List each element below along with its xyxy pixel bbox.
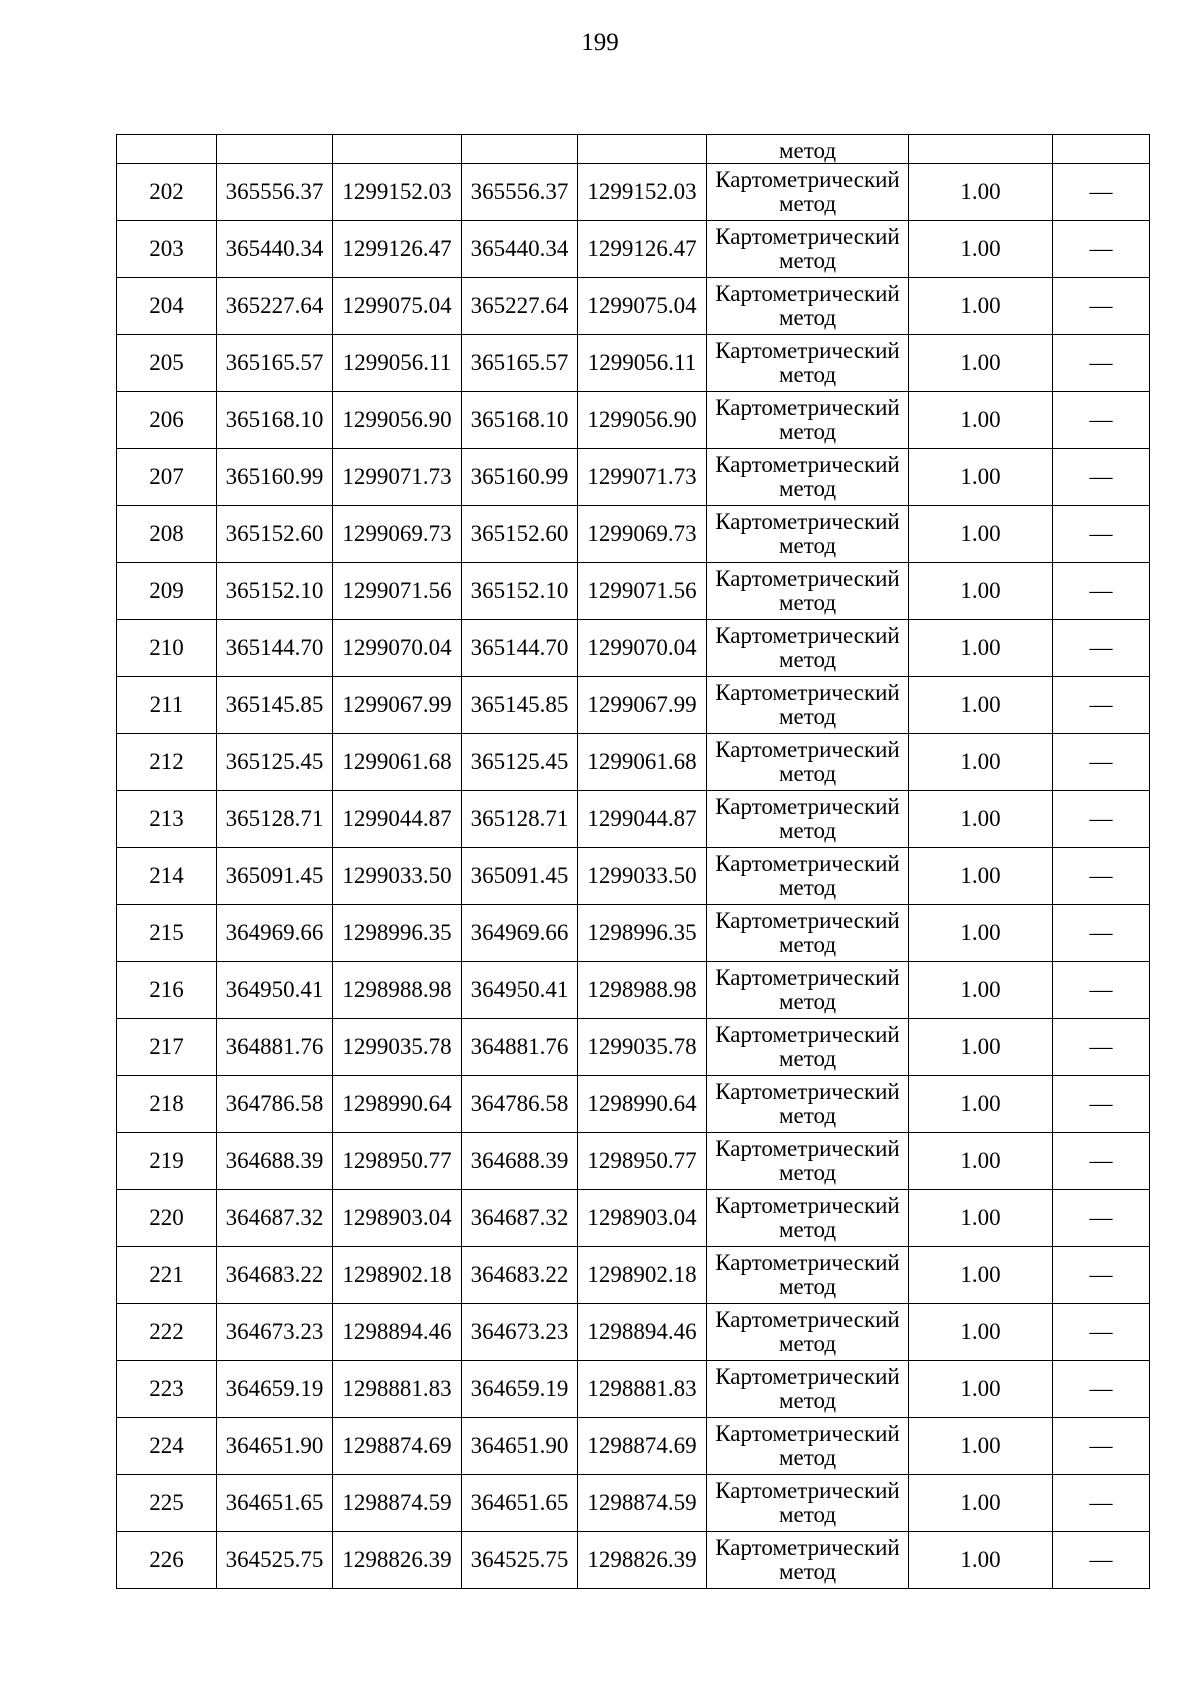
point-number-cell: 204 [117, 278, 217, 335]
y-existing-cell: 1299033.50 [333, 848, 462, 905]
method-cell [707, 734, 909, 791]
x-new-cell: 364673.23 [462, 1304, 578, 1361]
table-row [117, 1361, 1150, 1418]
y-new-cell: 1299071.73 [578, 449, 707, 506]
x-new-cell: 364969.66 [462, 905, 578, 962]
y-existing-cell: 1299152.03 [333, 164, 462, 221]
method-cell [707, 1475, 909, 1532]
method-cell [707, 1361, 909, 1418]
x-existing-cell: 364881.76 [217, 1019, 333, 1076]
x-new-cell: 364651.90 [462, 1418, 578, 1475]
y-existing-cell: 1298874.69 [333, 1418, 462, 1475]
method-label-line1: Картометрический [715, 965, 900, 990]
method-cell [707, 278, 909, 335]
x-existing-cell: 365145.85 [217, 677, 333, 734]
x-new-cell: 364687.32 [462, 1190, 578, 1247]
table-cell [578, 135, 707, 164]
y-new-cell: 1299056.90 [578, 392, 707, 449]
accuracy-cell: 1.00 [909, 1304, 1053, 1361]
method-label-line1: Картометрический [715, 1478, 900, 1503]
point-number-cell: 210 [117, 620, 217, 677]
point-number-cell: 221 [117, 1247, 217, 1304]
x-new-cell: 365125.45 [462, 734, 578, 791]
x-existing-cell: 365165.57 [217, 335, 333, 392]
x-new-cell: 365091.45 [462, 848, 578, 905]
note-cell: — [1053, 506, 1150, 563]
method-label-line1: Картометрический [715, 224, 900, 249]
table-row [117, 506, 1150, 563]
method-label-line2: метод [778, 1559, 837, 1584]
y-new-cell: 1298990.64 [578, 1076, 707, 1133]
accuracy-cell: 1.00 [909, 905, 1053, 962]
point-number-cell: 211 [117, 677, 217, 734]
accuracy-cell: 1.00 [909, 506, 1053, 563]
x-existing-cell: 364651.65 [217, 1475, 333, 1532]
y-new-cell: 1299056.11 [578, 335, 707, 392]
x-existing-cell: 364688.39 [217, 1133, 333, 1190]
note-cell: — [1053, 1076, 1150, 1133]
x-new-cell: 365440.34 [462, 221, 578, 278]
y-existing-cell: 1298894.46 [333, 1304, 462, 1361]
x-existing-cell: 365160.99 [217, 449, 333, 506]
table-row [117, 791, 1150, 848]
method-label-line2: метод [778, 1331, 837, 1356]
method-cell [707, 506, 909, 563]
method-label-line1: Картометрический [715, 1307, 900, 1332]
point-number-cell: 213 [117, 791, 217, 848]
point-number-cell: 226 [117, 1532, 217, 1589]
table-row [117, 563, 1150, 620]
note-cell: — [1053, 392, 1150, 449]
method-label-line2: метод [778, 1217, 837, 1242]
method-cell [707, 563, 909, 620]
note-cell: — [1053, 1190, 1150, 1247]
coordinates-table [116, 134, 1150, 1589]
table-cell [217, 135, 333, 164]
method-cell [707, 392, 909, 449]
note-cell: — [1053, 1133, 1150, 1190]
x-existing-cell: 365168.10 [217, 392, 333, 449]
method-cell [707, 791, 909, 848]
method-label-line2: метод [778, 818, 837, 843]
method-label-line1: Картометрический [715, 1136, 900, 1161]
x-existing-cell: 365152.10 [217, 563, 333, 620]
accuracy-cell: 1.00 [909, 791, 1053, 848]
point-number-cell: 222 [117, 1304, 217, 1361]
point-number-cell: 205 [117, 335, 217, 392]
table-cell [909, 135, 1053, 164]
y-new-cell: 1299061.68 [578, 734, 707, 791]
x-existing-cell: 364659.19 [217, 1361, 333, 1418]
y-existing-cell: 1299044.87 [333, 791, 462, 848]
method-label-line2: метод [778, 533, 837, 558]
point-number-cell: 216 [117, 962, 217, 1019]
y-new-cell: 1298894.46 [578, 1304, 707, 1361]
y-existing-cell: 1298874.59 [333, 1475, 462, 1532]
table-row [117, 962, 1150, 1019]
table-cell [117, 135, 217, 164]
method-label-line2: метод [778, 419, 837, 444]
accuracy-cell: 1.00 [909, 278, 1053, 335]
y-existing-cell: 1299067.99 [333, 677, 462, 734]
table-row [117, 1133, 1150, 1190]
x-new-cell: 364881.76 [462, 1019, 578, 1076]
x-existing-cell: 364651.90 [217, 1418, 333, 1475]
method-cell [707, 1247, 909, 1304]
accuracy-cell: 1.00 [909, 164, 1053, 221]
x-existing-cell: 364687.32 [217, 1190, 333, 1247]
note-cell: — [1053, 278, 1150, 335]
method-cell [707, 1019, 909, 1076]
y-new-cell: 1299075.04 [578, 278, 707, 335]
point-number-cell: 206 [117, 392, 217, 449]
method-label-line1: Картометрический [715, 1421, 900, 1446]
method-cell [707, 677, 909, 734]
x-new-cell: 364651.65 [462, 1475, 578, 1532]
table-cell [333, 135, 462, 164]
note-cell: — [1053, 962, 1150, 1019]
method-label-line1: Картометрический [715, 1193, 900, 1218]
note-cell: — [1053, 335, 1150, 392]
accuracy-cell: 1.00 [909, 1133, 1053, 1190]
method-label-line2: метод [778, 1046, 837, 1071]
table-row [117, 1190, 1150, 1247]
y-new-cell: 1298902.18 [578, 1247, 707, 1304]
method-label-line1: Картометрический [715, 1364, 900, 1389]
note-cell: — [1053, 563, 1150, 620]
note-cell: — [1053, 620, 1150, 677]
x-new-cell: 364950.41 [462, 962, 578, 1019]
method-label-line1: Картометрический [715, 338, 900, 363]
method-label-line2: метод [778, 362, 837, 387]
x-existing-cell: 364673.23 [217, 1304, 333, 1361]
note-cell: — [1053, 449, 1150, 506]
method-cell [707, 1076, 909, 1133]
x-new-cell: 364525.75 [462, 1532, 578, 1589]
accuracy-cell: 1.00 [909, 1361, 1053, 1418]
accuracy-cell: 1.00 [909, 563, 1053, 620]
table-cell [462, 135, 578, 164]
x-new-cell: 364683.22 [462, 1247, 578, 1304]
x-existing-cell: 365227.64 [217, 278, 333, 335]
method-label-line2: метод [778, 761, 837, 786]
method-label-line2: метод [778, 1445, 837, 1470]
method-label-line2: метод [778, 248, 837, 273]
accuracy-cell: 1.00 [909, 620, 1053, 677]
accuracy-cell: 1.00 [909, 392, 1053, 449]
y-new-cell: 1299035.78 [578, 1019, 707, 1076]
table-row [117, 392, 1150, 449]
method-label-line1: Картометрический [715, 395, 900, 420]
y-existing-cell: 1299126.47 [333, 221, 462, 278]
method-cell [707, 221, 909, 278]
method-label-line1: Картометрический [715, 1535, 900, 1560]
y-existing-cell: 1299070.04 [333, 620, 462, 677]
x-new-cell: 365556.37 [462, 164, 578, 221]
method-cell [707, 962, 909, 1019]
method-cell [707, 1532, 909, 1589]
method-label-line1: Картометрический [715, 908, 900, 933]
x-new-cell: 364659.19 [462, 1361, 578, 1418]
point-number-cell: 208 [117, 506, 217, 563]
x-new-cell: 365227.64 [462, 278, 578, 335]
table-row [117, 677, 1150, 734]
y-new-cell: 1298988.98 [578, 962, 707, 1019]
method-label-line2: метод [778, 875, 837, 900]
method-label-line2: метод [778, 989, 837, 1014]
point-number-cell: 209 [117, 563, 217, 620]
method-label-line2: метод [778, 476, 837, 501]
x-existing-cell: 364683.22 [217, 1247, 333, 1304]
method-label-line1: Картометрический [715, 794, 900, 819]
accuracy-cell: 1.00 [909, 1076, 1053, 1133]
x-existing-cell: 364950.41 [217, 962, 333, 1019]
point-number-cell: 223 [117, 1361, 217, 1418]
table-row [117, 335, 1150, 392]
note-cell: — [1053, 677, 1150, 734]
x-existing-cell: 365144.70 [217, 620, 333, 677]
method-label-line1: Картометрический [715, 623, 900, 648]
y-existing-cell: 1299071.56 [333, 563, 462, 620]
method-label-line2: метод [778, 1502, 837, 1527]
table-row [117, 1418, 1150, 1475]
y-new-cell: 1298826.39 [578, 1532, 707, 1589]
x-new-cell: 365145.85 [462, 677, 578, 734]
table-row [117, 449, 1150, 506]
continuation-row [117, 135, 1150, 164]
y-new-cell: 1299152.03 [578, 164, 707, 221]
point-number-cell: 217 [117, 1019, 217, 1076]
table-body [117, 135, 1150, 1589]
y-new-cell: 1299070.04 [578, 620, 707, 677]
y-existing-cell: 1298996.35 [333, 905, 462, 962]
accuracy-cell: 1.00 [909, 1019, 1053, 1076]
method-label-line1: Картометрический [715, 737, 900, 762]
point-number-cell: 220 [117, 1190, 217, 1247]
table-row [117, 1304, 1150, 1361]
y-new-cell: 1299069.73 [578, 506, 707, 563]
method-cell [707, 905, 909, 962]
note-cell: — [1053, 1532, 1150, 1589]
accuracy-cell: 1.00 [909, 962, 1053, 1019]
y-existing-cell: 1298950.77 [333, 1133, 462, 1190]
y-existing-cell: 1299056.90 [333, 392, 462, 449]
table-row [117, 734, 1150, 791]
note-cell: — [1053, 1019, 1150, 1076]
accuracy-cell: 1.00 [909, 1190, 1053, 1247]
method-label-line1: Картометрический [715, 680, 900, 705]
x-new-cell: 365128.71 [462, 791, 578, 848]
y-new-cell: 1298950.77 [578, 1133, 707, 1190]
x-existing-cell: 364786.58 [217, 1076, 333, 1133]
method-label-line2: метод [778, 305, 837, 330]
method-cell [707, 449, 909, 506]
method-label-line1: Картометрический [715, 281, 900, 306]
accuracy-cell: 1.00 [909, 335, 1053, 392]
x-existing-cell: 365556.37 [217, 164, 333, 221]
accuracy-cell: 1.00 [909, 1475, 1053, 1532]
x-new-cell: 365165.57 [462, 335, 578, 392]
y-existing-cell: 1299056.11 [333, 335, 462, 392]
y-new-cell: 1298874.59 [578, 1475, 707, 1532]
y-new-cell: 1299033.50 [578, 848, 707, 905]
x-existing-cell: 365152.60 [217, 506, 333, 563]
method-label-line2: метод [778, 590, 837, 615]
x-existing-cell: 365125.45 [217, 734, 333, 791]
method-label-line1: Картометрический [715, 167, 900, 192]
accuracy-cell: 1.00 [909, 848, 1053, 905]
y-existing-cell: 1298903.04 [333, 1190, 462, 1247]
point-number-cell: 218 [117, 1076, 217, 1133]
y-existing-cell: 1299075.04 [333, 278, 462, 335]
method-label-line2: метод [778, 1160, 837, 1185]
method-cell [707, 335, 909, 392]
table-row [117, 1076, 1150, 1133]
y-existing-cell: 1299035.78 [333, 1019, 462, 1076]
y-new-cell: 1299044.87 [578, 791, 707, 848]
method-label-line1: Картометрический [715, 1079, 900, 1104]
y-new-cell: 1298874.69 [578, 1418, 707, 1475]
note-cell: — [1053, 791, 1150, 848]
y-existing-cell: 1299061.68 [333, 734, 462, 791]
y-existing-cell: 1298988.98 [333, 962, 462, 1019]
point-number-cell: 202 [117, 164, 217, 221]
y-new-cell: 1298881.83 [578, 1361, 707, 1418]
x-new-cell: 365160.99 [462, 449, 578, 506]
y-existing-cell: 1299071.73 [333, 449, 462, 506]
x-new-cell: 364688.39 [462, 1133, 578, 1190]
method-label-line1: Картометрический [715, 509, 900, 534]
y-existing-cell: 1298902.18 [333, 1247, 462, 1304]
y-existing-cell: 1298826.39 [333, 1532, 462, 1589]
method-cell [707, 620, 909, 677]
method-cell [707, 1190, 909, 1247]
table-row [117, 848, 1150, 905]
accuracy-cell: 1.00 [909, 1418, 1053, 1475]
method-label-line2: метод [778, 191, 837, 216]
x-new-cell: 365152.60 [462, 506, 578, 563]
y-existing-cell: 1298990.64 [333, 1076, 462, 1133]
point-number-cell: 203 [117, 221, 217, 278]
note-cell: — [1053, 221, 1150, 278]
method-label-line2: метод [778, 704, 837, 729]
method-label-continued: метод [778, 138, 837, 163]
note-cell: — [1053, 1361, 1150, 1418]
x-new-cell: 365168.10 [462, 392, 578, 449]
x-new-cell: 364786.58 [462, 1076, 578, 1133]
note-cell: — [1053, 905, 1150, 962]
point-number-cell: 225 [117, 1475, 217, 1532]
y-new-cell: 1299071.56 [578, 563, 707, 620]
point-number-cell: 219 [117, 1133, 217, 1190]
x-existing-cell: 364969.66 [217, 905, 333, 962]
x-existing-cell: 364525.75 [217, 1532, 333, 1589]
accuracy-cell: 1.00 [909, 677, 1053, 734]
y-existing-cell: 1299069.73 [333, 506, 462, 563]
accuracy-cell: 1.00 [909, 1532, 1053, 1589]
method-label-line1: Картометрический [715, 566, 900, 591]
y-existing-cell: 1298881.83 [333, 1361, 462, 1418]
table-row [117, 221, 1150, 278]
note-cell: — [1053, 1304, 1150, 1361]
method-cell [707, 1304, 909, 1361]
x-new-cell: 365144.70 [462, 620, 578, 677]
method-cell [707, 848, 909, 905]
note-cell: — [1053, 1418, 1150, 1475]
method-label-line2: метод [778, 932, 837, 957]
method-cell [707, 1418, 909, 1475]
method-cell [707, 1133, 909, 1190]
x-existing-cell: 365440.34 [217, 221, 333, 278]
accuracy-cell: 1.00 [909, 449, 1053, 506]
method-label-line1: Картометрический [715, 452, 900, 477]
y-new-cell: 1298996.35 [578, 905, 707, 962]
accuracy-cell: 1.00 [909, 221, 1053, 278]
point-number-cell: 224 [117, 1418, 217, 1475]
page-number: 199 [581, 29, 619, 56]
table-row [117, 620, 1150, 677]
y-new-cell: 1298903.04 [578, 1190, 707, 1247]
method-label-line1: Картометрический [715, 1022, 900, 1047]
table-row [117, 1532, 1150, 1589]
table-row [117, 164, 1150, 221]
point-number-cell: 207 [117, 449, 217, 506]
y-new-cell: 1299067.99 [578, 677, 707, 734]
method-label-line2: метод [778, 1274, 837, 1299]
table-row [117, 278, 1150, 335]
table-row [117, 1475, 1150, 1532]
note-cell: — [1053, 848, 1150, 905]
x-new-cell: 365152.10 [462, 563, 578, 620]
table-row [117, 1247, 1150, 1304]
method-label-line2: метод [778, 1388, 837, 1413]
method-label-line1: Картометрический [715, 1250, 900, 1275]
method-cell [707, 164, 909, 221]
method-label-line2: метод [778, 647, 837, 672]
method-label-line2: метод [778, 1103, 837, 1128]
x-existing-cell: 365128.71 [217, 791, 333, 848]
method-label-line1: Картометрический [715, 851, 900, 876]
point-number-cell: 214 [117, 848, 217, 905]
accuracy-cell: 1.00 [909, 1247, 1053, 1304]
table-row [117, 1019, 1150, 1076]
note-cell: — [1053, 1475, 1150, 1532]
note-cell: — [1053, 1247, 1150, 1304]
note-cell: — [1053, 164, 1150, 221]
table-cell [1053, 135, 1150, 164]
accuracy-cell: 1.00 [909, 734, 1053, 791]
point-number-cell: 212 [117, 734, 217, 791]
method-cell [707, 135, 909, 164]
table-row [117, 905, 1150, 962]
note-cell: — [1053, 734, 1150, 791]
point-number-cell: 215 [117, 905, 217, 962]
y-new-cell: 1299126.47 [578, 221, 707, 278]
x-existing-cell: 365091.45 [217, 848, 333, 905]
